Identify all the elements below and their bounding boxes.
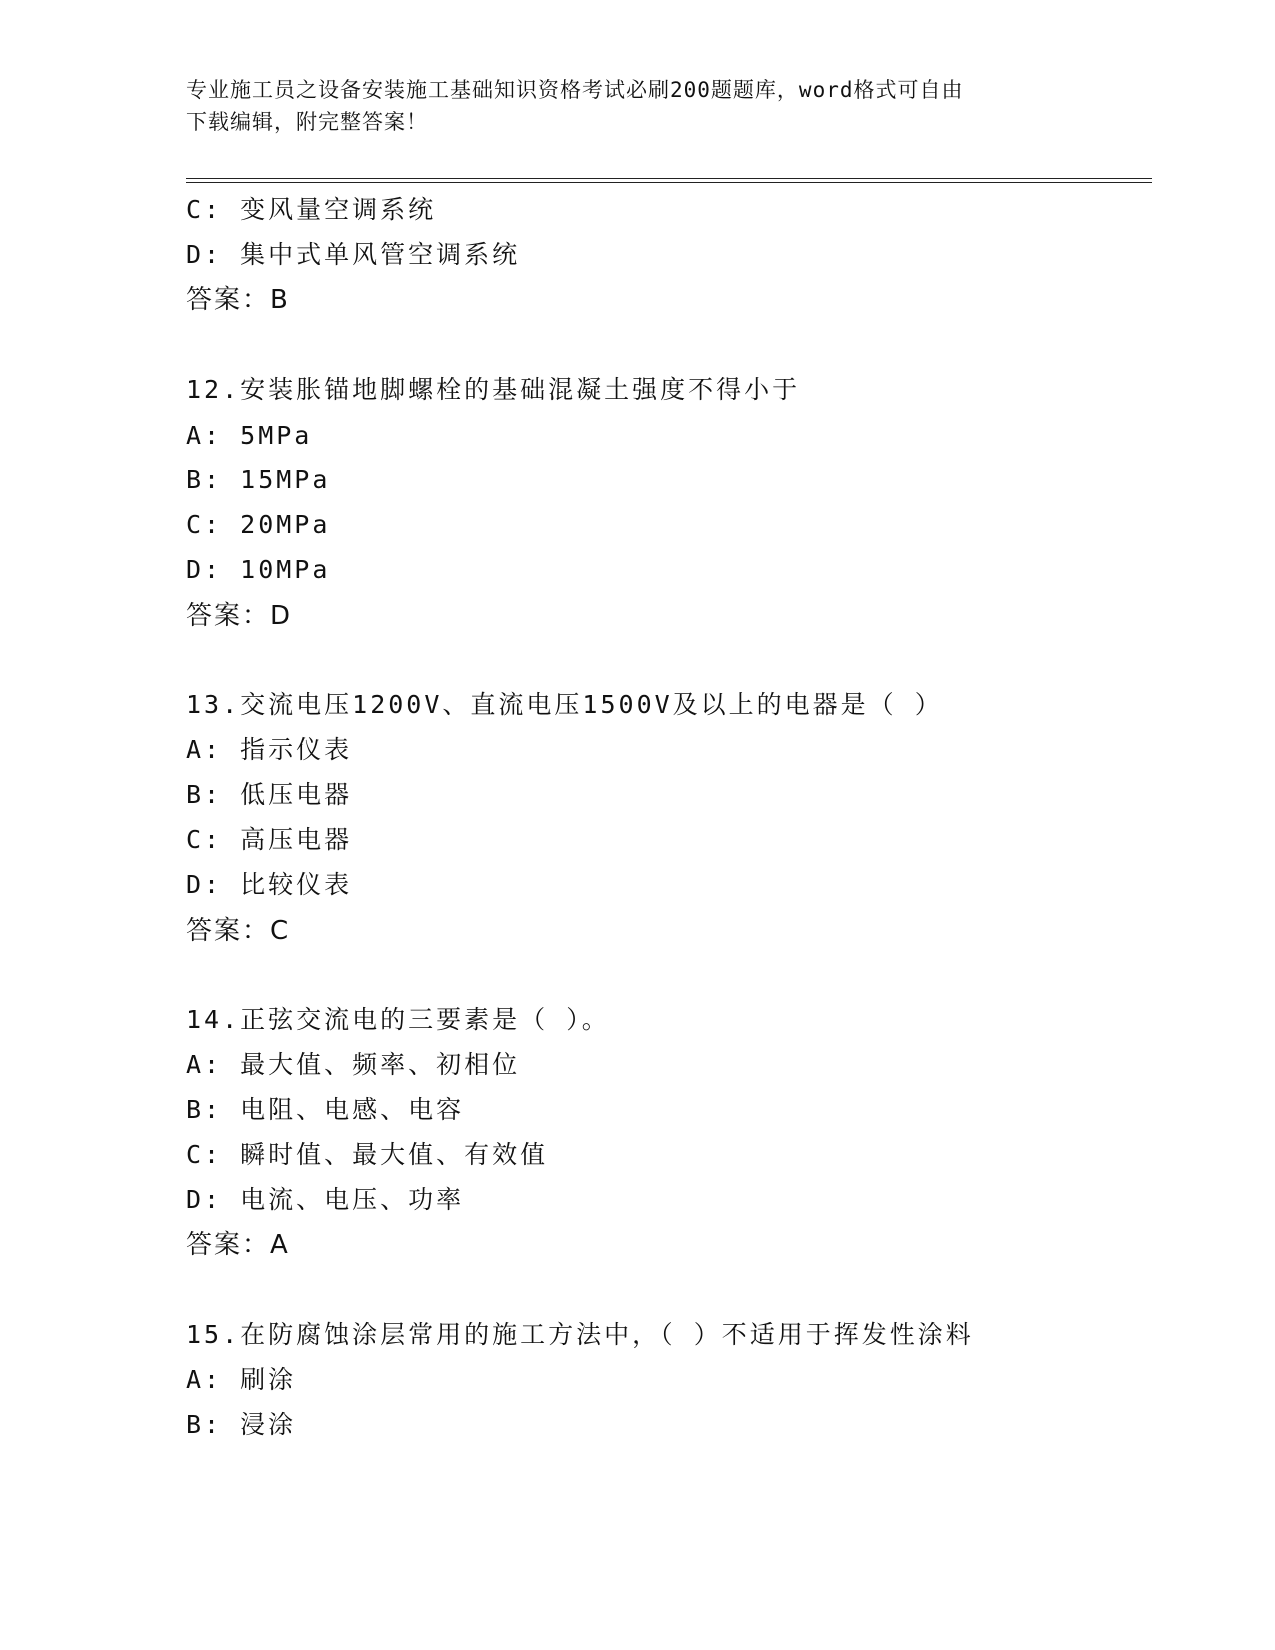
- document-header: [186, 74, 1066, 138]
- q14-option-a: A: 最大值、频率、初相位: [186, 1050, 521, 1079]
- q14-option-d: D: 电流、电压、功率: [186, 1185, 465, 1214]
- q15-stem: 15.在防腐蚀涂层常用的施工方法中，（ ）不适用于挥发性涂料: [186, 1320, 974, 1349]
- q12-stem: 12.安装胀锚地脚螺栓的基础混凝土强度不得小于: [186, 375, 801, 404]
- q14-option-c: C: 瞬时值、最大值、有效值: [186, 1140, 549, 1169]
- q13-option-b: B: 低压电器: [186, 780, 353, 809]
- q13-option-a: A: 指示仪表: [186, 735, 353, 764]
- q12-option-b: B: 15MPa: [186, 465, 331, 494]
- header-divider-bottom: [186, 182, 1152, 183]
- q12-answer: 答案：D: [186, 601, 293, 631]
- q13-option-c: C: 高压电器: [186, 825, 353, 854]
- q11-option-c: C: 变风量空调系统: [186, 195, 437, 224]
- q13-stem: 13.交流电压1200V、直流电压1500V及以上的电器是（ ）: [186, 690, 943, 719]
- q12-option-d: D: 10MPa: [186, 555, 331, 584]
- q12-option-a: A: 5MPa: [186, 421, 313, 450]
- q13-option-d: D: 比较仪表: [186, 870, 353, 899]
- q15-option-b: B: 浸涂: [186, 1410, 297, 1439]
- q15-option-a: A: 刷涂: [186, 1365, 297, 1394]
- q13-answer: 答案：C: [186, 916, 291, 946]
- header-divider-top: [186, 178, 1152, 179]
- q14-stem: 14.正弦交流电的三要素是（ ）。: [186, 1005, 610, 1034]
- q11-option-d: D: 集中式单风管空调系统: [186, 240, 521, 269]
- q14-option-b: B: 电阻、电感、电容: [186, 1095, 465, 1124]
- q14-answer: 答案：A: [186, 1230, 290, 1260]
- header-line-2: 下载编辑，附完整答案！: [186, 110, 428, 134]
- q11-answer: 答案：B: [186, 285, 290, 315]
- q12-option-c: C: 20MPa: [186, 510, 331, 539]
- header-line-1: 专业施工员之设备安装施工基础知识资格考试必刷200题题库，word格式可自由: [186, 78, 964, 102]
